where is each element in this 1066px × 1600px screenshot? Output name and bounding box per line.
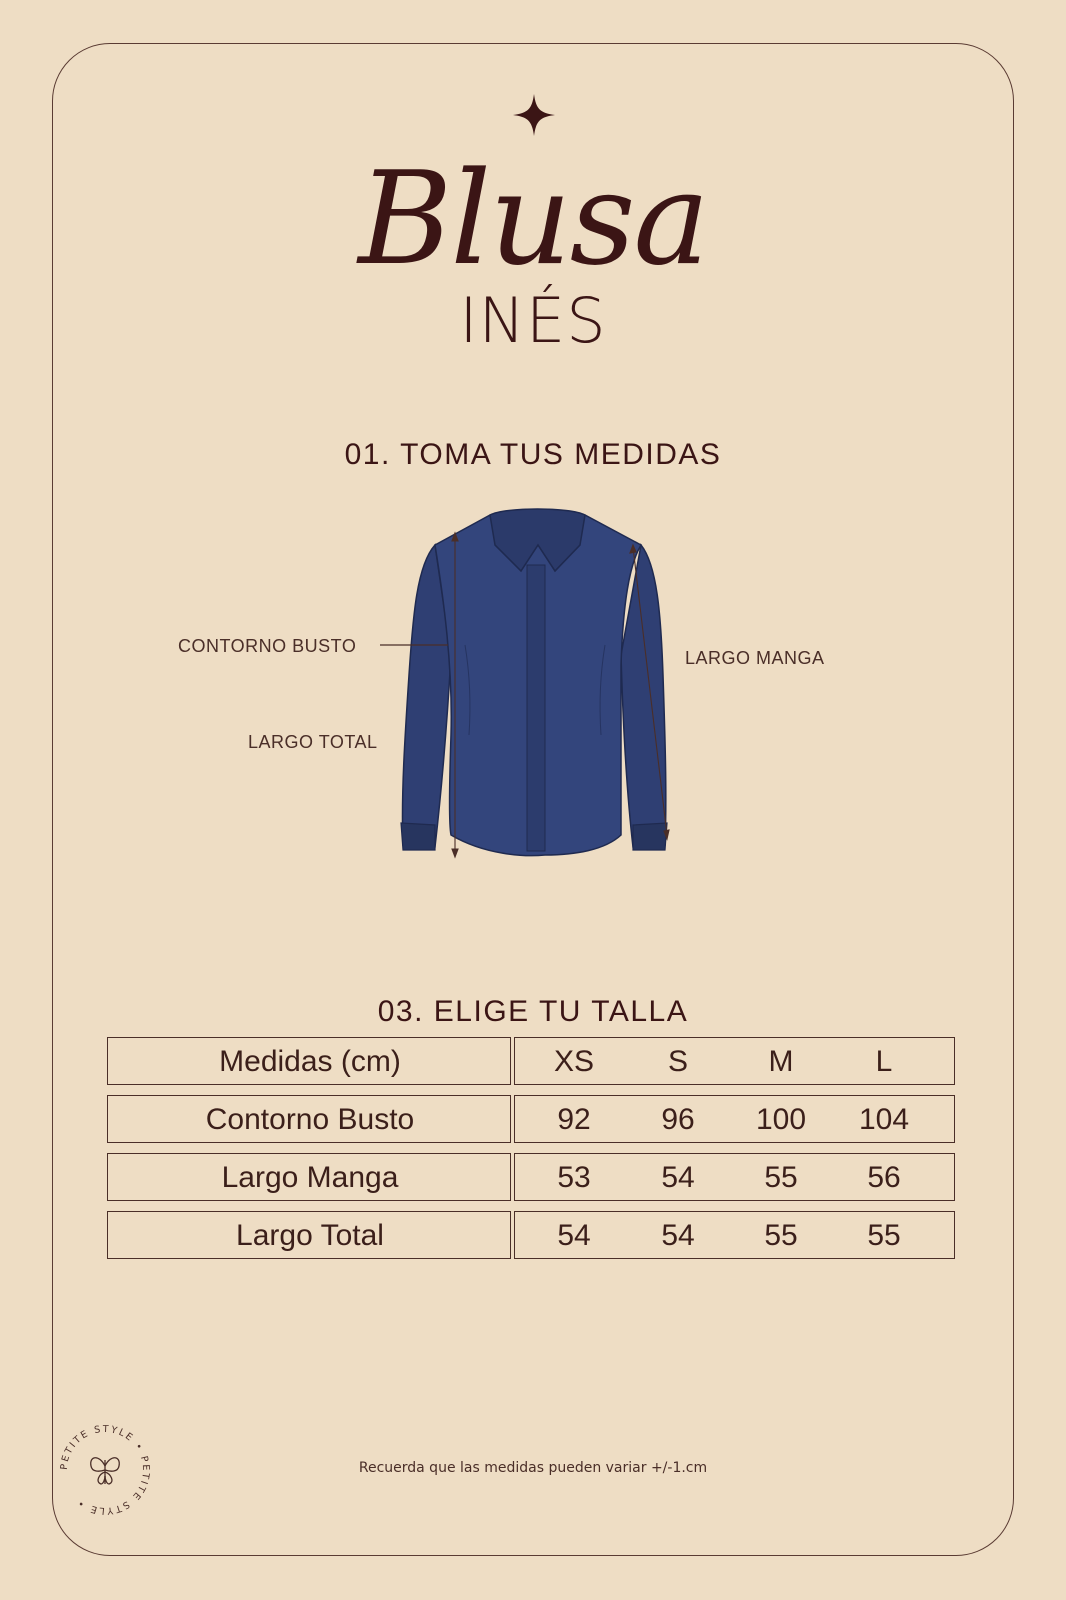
table-cell: 54: [661, 1161, 695, 1194]
table-row-label-cell: [107, 1153, 511, 1201]
logo-ring-text: PETITE STYLE • PETITE STYLE •: [58, 1423, 152, 1517]
table-cell: 55: [867, 1219, 901, 1252]
table-cell: 55: [764, 1161, 798, 1194]
size-s: S: [667, 1045, 688, 1078]
table-header-label-cell: [107, 1037, 511, 1085]
table-cell: 54: [557, 1219, 591, 1252]
sparkle-icon: [513, 94, 555, 136]
table-header-label: Medidas (cm): [219, 1045, 401, 1078]
row-label-contorno-busto: Contorno Busto: [205, 1103, 415, 1136]
table-row-label-cell: [107, 1211, 511, 1259]
table-row-values-cell: [514, 1211, 955, 1259]
table-cell: 92: [557, 1103, 591, 1136]
size-m: M: [768, 1045, 794, 1078]
section-measure-title: 01. TOMA TUS MEDIDAS: [344, 438, 722, 471]
table-cell: 104: [858, 1103, 910, 1136]
brand-script-title: Blusa: [358, 145, 708, 294]
row-label-largo-manga: Largo Manga: [221, 1161, 399, 1194]
table-cell: 96: [661, 1103, 695, 1136]
footer-note: Recuerda que las medidas pueden variar +/-1.cm: [358, 1460, 708, 1476]
section-size-title: 03. ELIGE TU TALLA: [377, 995, 689, 1028]
bust-leader-line: [380, 640, 450, 650]
table-cell: 100: [755, 1103, 807, 1136]
label-largo-total: LARGO TOTAL: [248, 732, 378, 752]
table-row-label-cell: [107, 1095, 511, 1143]
table-cell: 53: [557, 1161, 591, 1194]
table-cell: 56: [867, 1161, 901, 1194]
label-largo-manga: LARGO MANGA: [685, 648, 825, 668]
table-row-values-cell: [514, 1095, 955, 1143]
size-xs: XS: [553, 1045, 595, 1078]
table-header-sizes-cell: [514, 1037, 955, 1085]
row-label-largo-total: Largo Total: [236, 1219, 384, 1252]
label-contorno-busto: CONTORNO BUSTO: [178, 636, 357, 656]
table-cell: 55: [764, 1219, 798, 1252]
shirt-body: [401, 509, 667, 856]
table-cell: 54: [661, 1219, 695, 1252]
table-row-values-cell: [514, 1153, 955, 1201]
shirt-illustration: [395, 505, 685, 885]
brand-subtitle: INÉS: [459, 284, 607, 357]
size-l: L: [875, 1045, 893, 1078]
